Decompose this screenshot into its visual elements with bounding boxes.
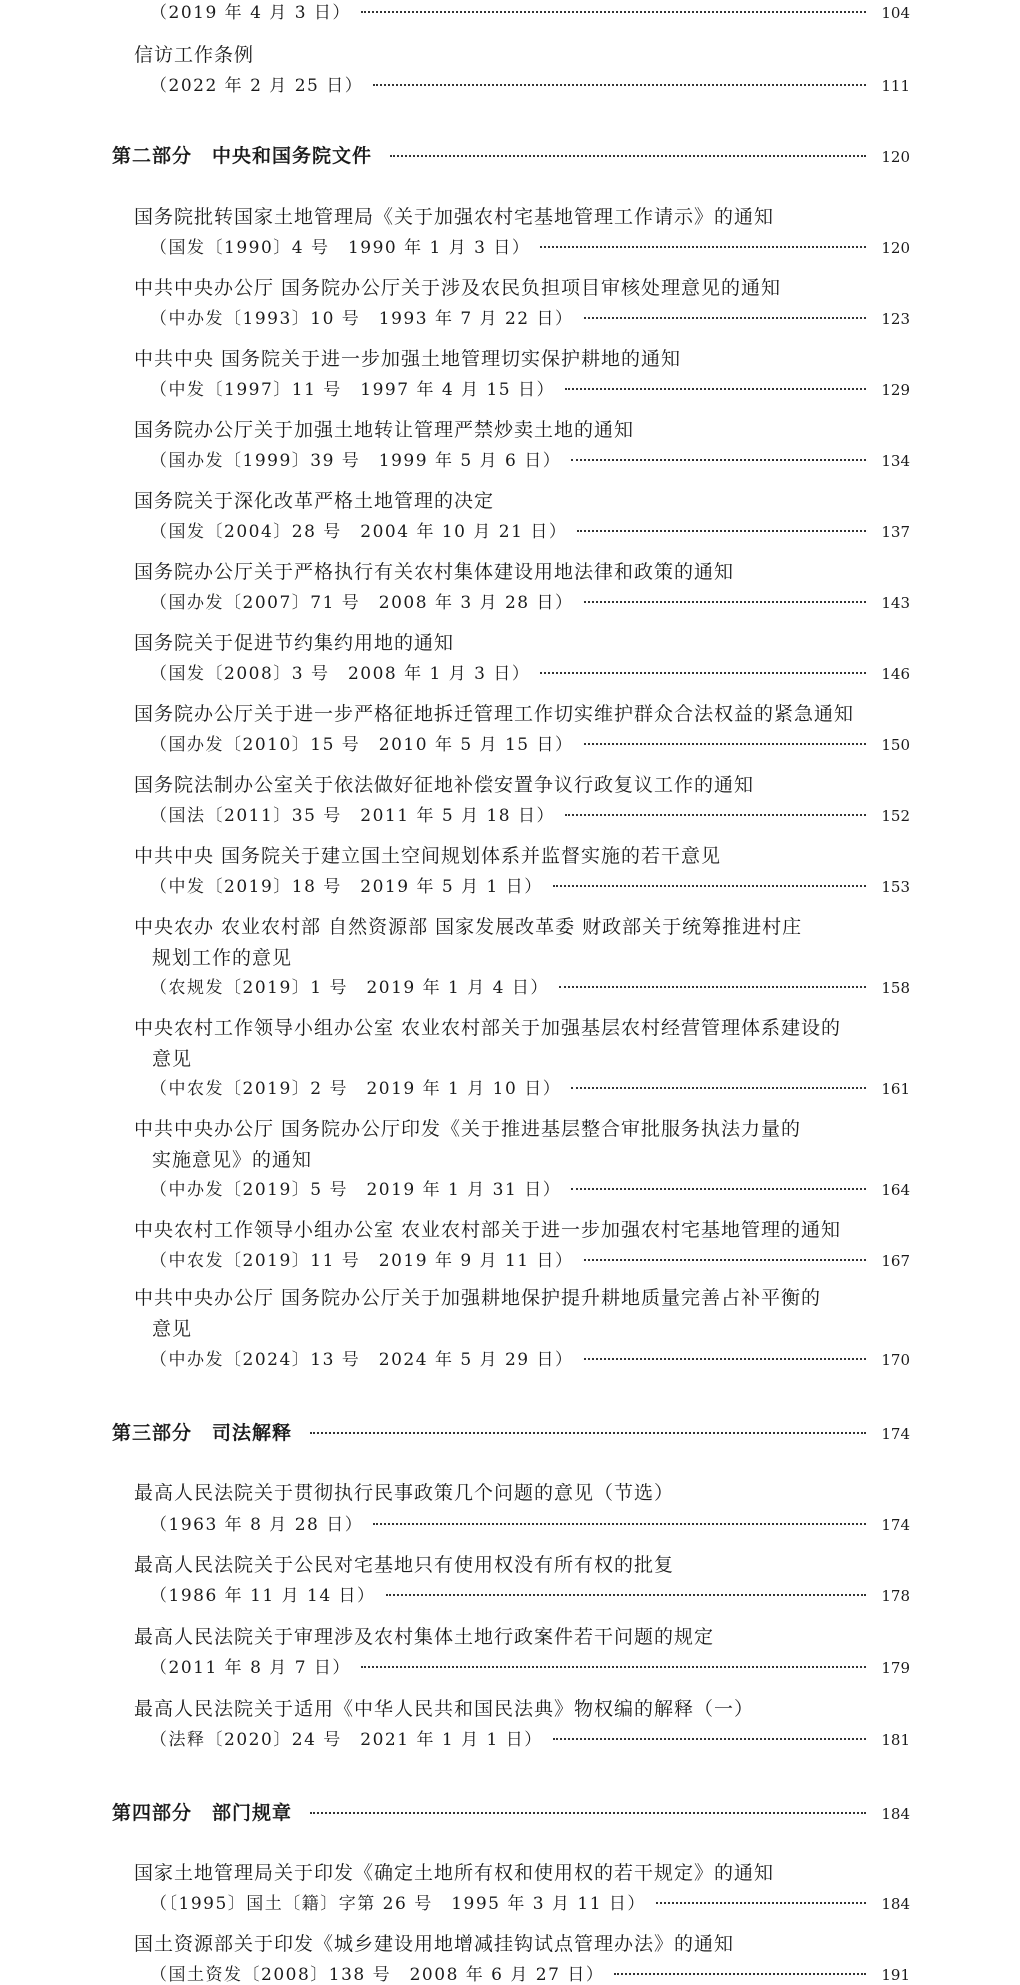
toc-subline: （国办发〔2007〕71 号 2008 年 3 月 28 日） 143 [150,593,910,613]
toc-entry-title: 国土资源部关于印发《城乡建设用地增减挂钩试点管理办法》的通知 [134,1933,735,1955]
toc-entry-title: 国务院办公厅关于加强土地转让管理严禁炒卖土地的通知 [134,419,635,441]
toc-entry-title: 最高人民法院关于适用《中华人民共和国民法典》物权编的解释（一） [134,1698,755,1720]
page-number: 170 [881,1351,910,1369]
dot-leader [361,11,866,13]
page-number: 164 [881,1181,910,1199]
dot-leader [559,986,866,988]
toc-subline: （国发〔2004〕28 号 2004 年 10 月 21 日） 137 [150,522,910,542]
dot-leader [310,1812,866,1814]
page-number: 181 [881,1731,910,1749]
toc-entry-title: 国务院关于深化改革严格土地管理的决定 [134,490,495,512]
dot-leader [584,1259,866,1261]
dot-leader [571,1087,866,1089]
dot-leader [540,246,866,248]
toc-entry-title: 中央农办 农业农村部 自然资源部 国家发展改革委 财政部关于统筹推进村庄 [134,916,803,938]
toc-entry-title: 最高人民法院关于审理涉及农村集体土地行政案件若干问题的规定 [134,1626,715,1648]
page-number: 174 [881,1516,910,1534]
toc-subline: （国法〔2011〕35 号 2011 年 5 月 18 日） 152 [150,806,910,826]
toc-entry-title: 中共中央 国务院关于建立国土空间规划体系并监督实施的若干意见 [134,845,722,867]
dot-leader [584,743,866,745]
toc-subline: （1986 年 11 月 14 日） 178 [150,1586,910,1606]
toc-subline: （2019 年 4 月 3 日） 104 [150,3,910,23]
toc-subline: （国办发〔2010〕15 号 2010 年 5 月 15 日） 150 [150,735,910,755]
toc-entry-title: 国务院办公厅关于进一步严格征地拆迁管理工作切实维护群众合法权益的紧急通知 [134,703,855,725]
toc-subline: （中办发〔2024〕13 号 2024 年 5 月 29 日） 170 [150,1350,910,1370]
toc-subline: （国发〔1990〕4 号 1990 年 1 月 3 日） 120 [150,238,910,258]
toc-entry-title: 中央农村工作领导小组办公室 农业农村部关于进一步加强农村宅基地管理的通知 [134,1219,842,1241]
toc-subline: （2011 年 8 月 7 日） 179 [150,1658,910,1678]
page-number: 143 [881,594,910,612]
page-number: 184 [881,1805,910,1823]
toc-subline: （中农发〔2019〕2 号 2019 年 1 月 10 日） 161 [150,1079,910,1099]
toc-entry-title-continued: 意见 [152,1048,193,1070]
page-number: 158 [881,979,910,997]
toc-subline: （中发〔1997〕11 号 1997 年 4 月 15 日） 129 [150,380,910,400]
dot-leader [565,814,866,816]
page-number: 134 [881,452,910,470]
toc-subline: （国办发〔1999〕39 号 1999 年 5 月 6 日） 134 [150,451,910,471]
page-number: 152 [881,807,910,825]
toc-entry-title-continued: 规划工作的意见 [152,947,293,969]
toc-entry-title-continued: 实施意见》的通知 [152,1149,313,1171]
toc-entry-title: 国务院法制办公室关于依法做好征地补偿安置争议行政复议工作的通知 [134,774,755,796]
page-number: 174 [881,1425,910,1443]
toc-entry-title: 国务院批转国家土地管理局《关于加强农村宅基地管理工作请示》的通知 [134,206,775,228]
toc-subline: （国土资发〔2008〕138 号 2008 年 6 月 27 日） 191 [150,1965,910,1985]
toc-entry-title: 中共中央办公厅 国务院办公厅印发《关于推进基层整合审批服务执法力量的 [134,1118,802,1140]
section-heading: 第四部分 部门规章 184 [112,1802,910,1824]
page-number: 104 [881,4,910,22]
dot-leader [565,388,866,390]
page-number: 123 [881,310,910,328]
page-number: 111 [881,77,910,95]
dot-leader [373,1523,866,1525]
page-number: 146 [881,665,910,683]
page-number: 129 [881,381,910,399]
dot-leader [571,459,866,461]
toc-entry-title: 国务院办公厅关于严格执行有关农村集体建设用地法律和政策的通知 [134,561,735,583]
page-number: 191 [881,1966,910,1984]
toc-subline: （中办发〔2019〕5 号 2019 年 1 月 31 日） 164 [150,1180,910,1200]
toc-entry-title: 中共中央办公厅 国务院办公厅关于涉及农民负担项目审核处理意见的通知 [134,277,782,299]
toc-entry-title: 最高人民法院关于贯彻执行民事政策几个问题的意见（节选） [134,1482,675,1504]
toc-entry-title: 中共中央 国务院关于进一步加强土地管理切实保护耕地的通知 [134,348,682,370]
dot-leader [584,601,866,603]
page-number: 184 [881,1895,910,1913]
section-heading: 第二部分 中央和国务院文件 120 [112,145,910,167]
page-number: 153 [881,878,910,896]
toc-entry-title-continued: 意见 [152,1318,193,1340]
dot-leader [553,1738,866,1740]
dot-leader [614,1973,866,1975]
toc-subline: （农规发〔2019〕1 号 2019 年 1 月 4 日） 158 [150,978,910,998]
page-number: 137 [881,523,910,541]
dot-leader [310,1432,866,1434]
page-number: 150 [881,736,910,754]
dot-leader [386,1594,866,1596]
toc-subline: （〔1995〕国土〔籍〕字第 26 号 1995 年 3 月 11 日） 184 [150,1894,910,1914]
toc-entry-title: 国家土地管理局关于印发《确定土地所有权和使用权的若干规定》的通知 [134,1862,775,1884]
toc-subline: （2022 年 2 月 25 日） 111 [150,76,910,96]
toc-entry-title: 最高人民法院关于公民对宅基地只有使用权没有所有权的批复 [134,1554,675,1576]
dot-leader [553,885,866,887]
dot-leader [577,530,866,532]
section-heading: 第三部分 司法解释 174 [112,1422,910,1444]
toc-entry-title: 中央农村工作领导小组办公室 农业农村部关于加强基层农村经营管理体系建设的 [134,1017,842,1039]
toc-entry-title: 中共中央办公厅 国务院办公厅关于加强耕地保护提升耕地质量完善占补平衡的 [134,1287,822,1309]
dot-leader [571,1188,866,1190]
dot-leader [584,1358,866,1360]
page-number: 120 [881,148,910,166]
toc-subline: （中发〔2019〕18 号 2019 年 5 月 1 日） 153 [150,877,910,897]
dot-leader [656,1902,866,1904]
toc-entry-title: 信访工作条例 [134,44,255,66]
toc-subline: （1963 年 8 月 28 日） 174 [150,1515,910,1535]
dot-leader [584,317,866,319]
page-number: 167 [881,1252,910,1270]
page-number: 179 [881,1659,910,1677]
toc-subline: （中办发〔1993〕10 号 1993 年 7 月 22 日） 123 [150,309,910,329]
toc-subline: （法释〔2020〕24 号 2021 年 1 月 1 日） 181 [150,1730,910,1750]
toc-entry-title: 国务院关于促进节约集约用地的通知 [134,632,455,654]
dot-leader [361,1666,866,1668]
page-number: 161 [881,1080,910,1098]
page-number: 120 [881,239,910,257]
dot-leader [373,84,866,86]
dot-leader [540,672,866,674]
toc-subline: （国发〔2008〕3 号 2008 年 1 月 3 日） 146 [150,664,910,684]
toc-subline: （中农发〔2019〕11 号 2019 年 9 月 11 日） 167 [150,1251,910,1271]
dot-leader [390,155,866,157]
page-number: 178 [881,1587,910,1605]
